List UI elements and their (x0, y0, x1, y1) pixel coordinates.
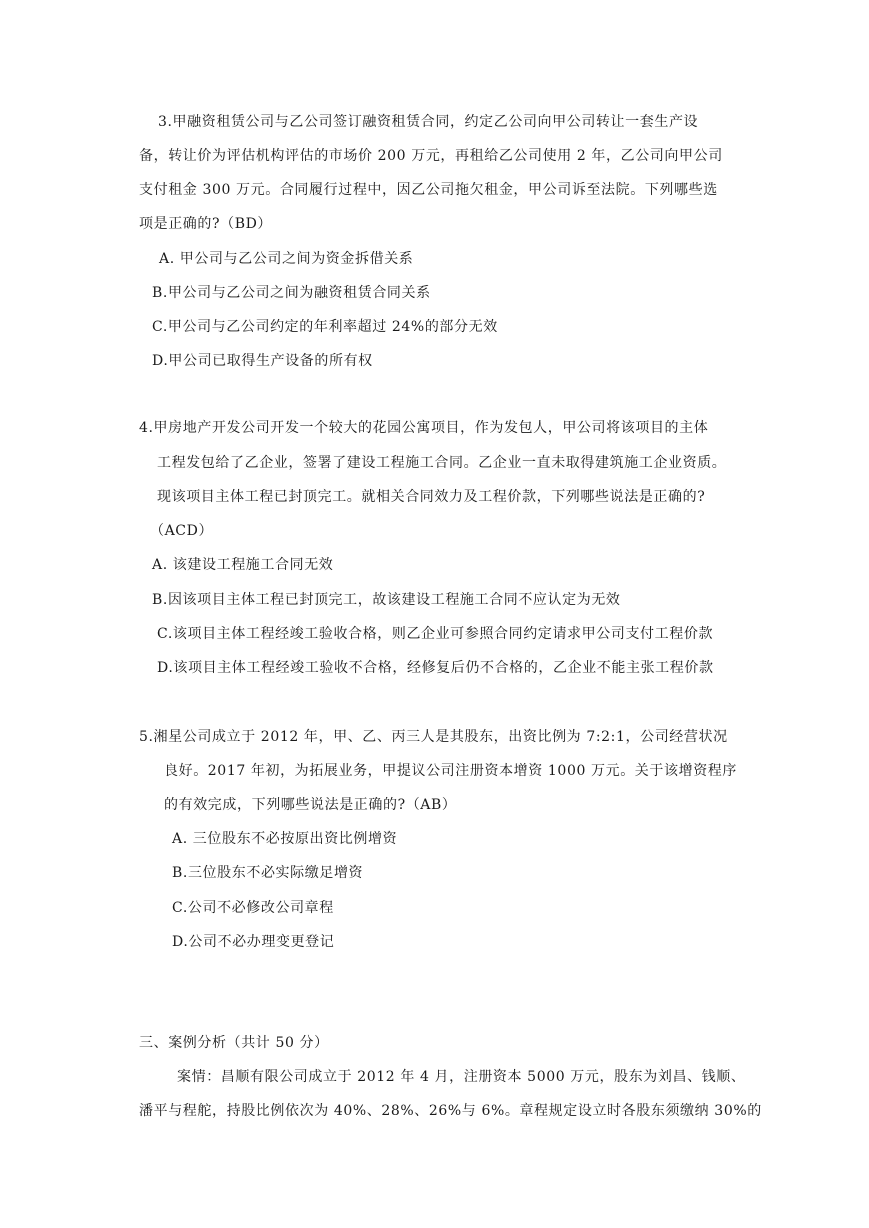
question-5-stem-line-1: 5.湘星公司成立于 2012 年，甲、乙、丙三人是其股东，出资比例为 7:2:1，公司经营状况 (139, 729, 728, 745)
question-3-stem-line-1: 3.甲融资租赁公司与乙公司签订融资租赁合同，约定乙公司向甲公司转让一套生产设 (158, 114, 699, 130)
question-4-option-d: D.该项目主体工程经竣工验收不合格，经修复后仍不合格的，乙企业不能主张工程价款 (157, 660, 714, 676)
question-4-option-c: C.该项目主体工程经竣工验收合格，则乙企业可参照合同约定请求甲公司支付工程价款 (157, 626, 714, 642)
question-3-option-d: D.甲公司已取得生产设备的所有权 (152, 353, 373, 369)
question-4-option-b: B.因该项目主体工程已封顶完工，故该建设工程施工合同不应认定为无效 (152, 592, 621, 608)
question-3-option-c: C.甲公司与乙公司约定的年利率超过 24%的部分无效 (152, 319, 498, 335)
question-3-stem-line-2: 备，转让价为评估机构评估的市场价 200 万元，再租给乙公司使用 2 年，乙公司向甲公司 (139, 148, 723, 164)
question-3-option-b: B.甲公司与乙公司之间为融资租赁合同关系 (152, 285, 431, 301)
section-heading: 三、案例分析（共计 50 分） (139, 1035, 329, 1051)
question-4-option-a: A. 该建设工程施工合同无效 (152, 557, 334, 573)
question-3-stem-line-3: 支付租金 300 万元。合同履行过程中，因乙公司拖欠租金，甲公司诉至法院。下列哪些选 (139, 182, 718, 198)
question-5-option-c: C.公司不必修改公司章程 (172, 900, 334, 916)
question-4-stem-line-4: （ACD） (150, 523, 214, 539)
question-3-option-a: A. 甲公司与乙公司之间为资金拆借关系 (159, 251, 414, 267)
question-4-stem-line-3: 现该项目主体工程已封顶完工。就相关合同效力及工程价款，下列哪些说法是正确的? (157, 489, 706, 505)
case-paragraph-line-2: 潘平与程舵，持股比例依次为 40%、28%、26%与 6%。章程规定设立时各股东须缴纳 30%的 (139, 1103, 762, 1119)
question-5-stem-line-2: 良好。2017 年初，为拓展业务，甲提议公司注册资本增资 1000 万元。关于该增资程序 (164, 763, 738, 779)
question-4-stem-line-1: 4.甲房地产开发公司开发一个较大的花园公寓项目，作为发包人，甲公司将该项目的主体 (139, 420, 709, 436)
question-5-stem-line-3: 的有效完成，下列哪些说法是正确的?（AB） (164, 797, 457, 813)
question-5-option-d: D.公司不必办理变更登记 (172, 934, 335, 950)
question-4-stem-line-2: 工程发包给了乙企业，签署了建设工程施工合同。乙企业一直未取得建筑施工企业资质。 (157, 455, 727, 471)
question-5-option-a: A. 三位股东不必按原出资比例增资 (172, 831, 398, 847)
question-5-option-b: B.三位股东不必实际缴足增资 (172, 865, 364, 881)
question-3-stem-line-4: 项是正确的?（BD） (139, 216, 273, 232)
case-paragraph-line-1: 案情：昌顺有限公司成立于 2012 年 4 月，注册资本 5000 万元，股东为刘昌、钱顺、 (177, 1069, 746, 1085)
